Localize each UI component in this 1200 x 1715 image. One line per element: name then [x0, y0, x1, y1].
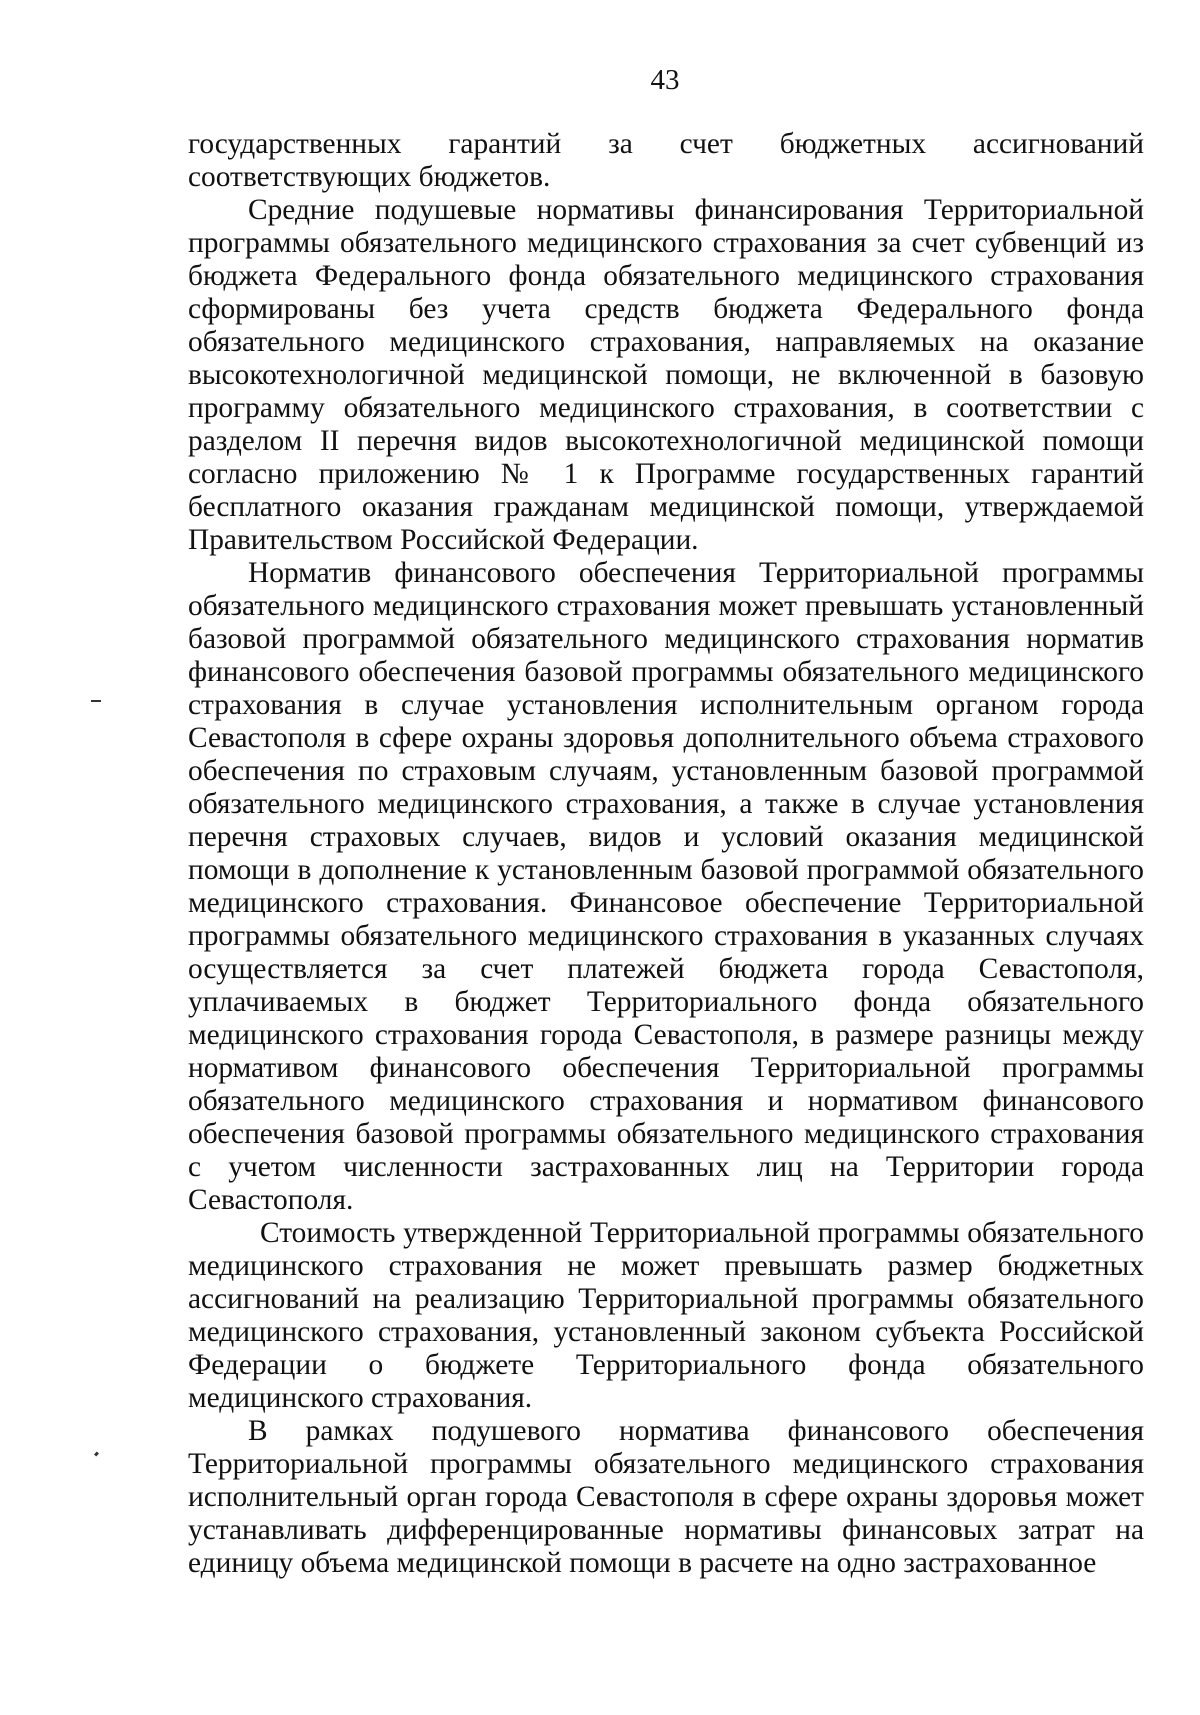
margin-mark [91, 700, 101, 702]
paragraph-continuation: государственных гарантий за счет бюджетных ассигнований соответствующих бюджетов. [188, 128, 1144, 193]
paragraph-financing-norm: Норматив финансового обеспечения Территориальной программы обязательного медицинского страхования может превышать установленный базовой программой обязательного медицинского страхования норматив финансового обеспечения базовой программы обязательного медицинского страхования в случае установления исполнительным органом города Севастополя в сфере охраны здоровья дополнительного объема страхового обеспечения по страховым случаям, установленным базовой программой обязательного медицинского страхования, а также в случае установления перечня страховых случаев, видов и условий оказания медицинской помощи в дополнение к установленным базовой программой обязательного медицинского страхования. Финансовое обеспечение Территориальной программы обязательного медицинского страхования в указанных случаях осуществляется за счет платежей бюджета города Севастополя, уплачиваемых в бюджет Территориального фонда обязательного медицинского страхования города Севастополя, в размере разницы между нормативом финансового обеспечения Территориальной программы обязательного медицинского страхования и нормативом финансового обеспечения базовой программы обязательного медицинского страхования с учетом численности застрахованных лиц на Территории города Севастополя. [188, 557, 1144, 1216]
margin-mark [94, 1452, 99, 1457]
paragraph-program-cost: Стоимость утвержденной Территориальной программы обязательного медицинского страхования не может превышать размер бюджетных ассигнований на реализацию Территориальной программы обязательного медицинского страхования, установленный законом субъекта Российской Федерации о бюджете Территориального фонда обязательного медицинского страхования. [188, 1217, 1144, 1414]
paragraph-per-capita-norms: Средние подушевые нормативы финансирования Территориальной программы обязательного медицинского страхования за счет субвенций из бюджета Федерального фонда обязательного медицинского страхования сформированы без учета средств бюджета Федерального фонда обязательного медицинского страхования, направляемых на оказание высокотехнологичной медицинской помощи, не включенной в базовую программу обязательного медицинского страхования, в соответствии с разделом II перечня видов высокотехнологичной медицинской помощи согласно приложению № 1 к Программе государственных гарантий бесплатного оказания гражданам медицинской помощи, утверждаемой Правительством Российской Федерации. [188, 194, 1144, 556]
document-body [188, 128, 1144, 1580]
page-number: 43 [650, 64, 680, 96]
paragraph-differentiated-norms: В рамках подушевого норматива финансового обеспечения Территориальной программы обязательного медицинского страхования исполнительный орган города Севастополя в сфере охраны здоровья может устанавливать дифференцированные нормативы финансовых затрат на единицу объема медицинской помощи в расчете на одно застрахованное [188, 1415, 1144, 1579]
